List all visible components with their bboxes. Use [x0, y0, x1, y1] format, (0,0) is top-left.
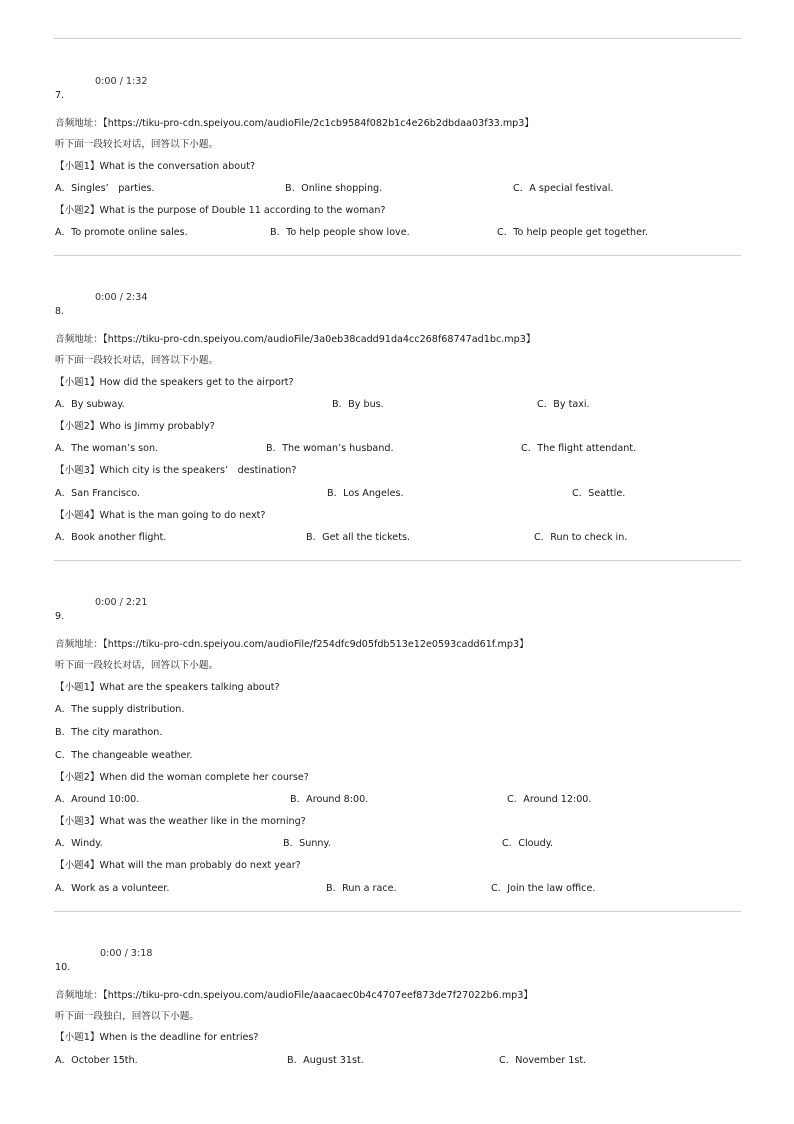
- option-b: B．To help people show love.: [270, 227, 410, 238]
- audio-address: 音频地址：【https://tiku-pro-cdn.speiyou.com/audioFile/2c1cb9584f082b1c4e26b2dbdaa03f33.mp3】: [55, 118, 534, 129]
- audio-time[interactable]: 0:00 / 2:21: [95, 597, 148, 608]
- option-c: C．To help people get together.: [497, 227, 649, 238]
- audio-address: 音频地址：【https://tiku-pro-cdn.speiyou.com/audioFile/aaacaec0b4c4707eef873de7f27022b6.mp3】: [55, 990, 533, 1001]
- instruction: 听下面一段较长对话，回答以下小题。: [55, 139, 219, 150]
- sub-question-stem: 【小题2】When did the woman complete her course?: [55, 772, 309, 783]
- option-a: A．San Francisco.: [55, 488, 140, 499]
- option-c: C．Run to check in.: [534, 532, 628, 543]
- audio-time[interactable]: 0:00 / 3:18: [100, 948, 153, 959]
- option-c: C．By taxi.: [537, 399, 590, 410]
- option-a: A．The supply distribution.: [55, 704, 185, 715]
- option-c: C．The flight attendant.: [521, 443, 637, 454]
- option-c: C．The changeable weather.: [55, 750, 193, 761]
- divider-q7-q8: [54, 255, 741, 256]
- sub-question-stem: 【小题4】What is the man going to do next?: [55, 510, 266, 521]
- sub-question-stem: 【小题1】What is the conversation about?: [55, 161, 256, 172]
- sub-question-stem: 【小题2】What is the purpose of Double 11 according to the woman?: [55, 205, 386, 216]
- question-number: 9.: [55, 611, 65, 622]
- option-a: A．By subway.: [55, 399, 125, 410]
- option-a: A．To promote online sales.: [55, 227, 188, 238]
- option-a: A．The woman’s son.: [55, 443, 159, 454]
- option-c: C．Cloudy.: [502, 838, 554, 849]
- option-b: B．The city marathon.: [55, 727, 163, 738]
- divider-q9-q10: [54, 911, 741, 912]
- divider-top: [54, 38, 741, 39]
- audio-time[interactable]: 0:00 / 1:32: [95, 76, 148, 87]
- sub-question-stem: 【小题1】When is the deadline for entries?: [55, 1032, 259, 1043]
- option-b: B．Get all the tickets.: [306, 532, 411, 543]
- option-c: C．Around 12:00.: [507, 794, 592, 805]
- option-b: B．The woman’s husband.: [266, 443, 394, 454]
- option-b: B．Sunny.: [283, 838, 331, 849]
- option-b: B．Los Angeles.: [327, 488, 404, 499]
- audio-address: 音频地址：【https://tiku-pro-cdn.speiyou.com/audioFile/3a0eb38cadd91da4cc268f68747ad1bc.mp3】: [55, 334, 536, 345]
- question-number: 10.: [55, 962, 71, 973]
- option-b: B．By bus.: [332, 399, 384, 410]
- sub-question-stem: 【小题1】What are the speakers talking about?: [55, 682, 280, 693]
- option-c: C．Join the law office.: [491, 883, 596, 894]
- sub-question-stem: 【小题3】Which city is the speakers’ destination?: [55, 465, 297, 476]
- question-number: 7.: [55, 90, 65, 101]
- instruction: 听下面一段较长对话，回答以下小题。: [55, 355, 219, 366]
- sub-question-stem: 【小题4】What will the man probably do next year?: [55, 860, 301, 871]
- option-b: B．Around 8:00.: [290, 794, 369, 805]
- instruction: 听下面一段独白，回答以下小题。: [55, 1011, 199, 1022]
- sub-question-stem: 【小题1】How did the speakers get to the airport?: [55, 377, 294, 388]
- option-b: B．August 31st.: [287, 1055, 364, 1066]
- divider-q8-q9: [54, 560, 741, 561]
- option-b: B．Run a race.: [326, 883, 397, 894]
- option-b: B．Online shopping.: [285, 183, 383, 194]
- option-c: C．November 1st.: [499, 1055, 587, 1066]
- sub-question-stem: 【小题2】Who is Jimmy probably?: [55, 421, 215, 432]
- audio-address: 音频地址：【https://tiku-pro-cdn.speiyou.com/audioFile/f254dfc9d05fdb513e12e0593cadd61f.mp3】: [55, 639, 529, 650]
- option-a: A．Work as a volunteer.: [55, 883, 170, 894]
- question-number: 8.: [55, 306, 65, 317]
- instruction: 听下面一段较长对话，回答以下小题。: [55, 660, 219, 671]
- option-a: A．October 15th.: [55, 1055, 138, 1066]
- option-a: A．Windy.: [55, 838, 103, 849]
- option-a: A．Singles’ parties.: [55, 183, 155, 194]
- option-a: A．Book another flight.: [55, 532, 167, 543]
- option-a: A．Around 10:00.: [55, 794, 140, 805]
- option-c: C．Seattle.: [572, 488, 626, 499]
- sub-question-stem: 【小题3】What was the weather like in the morning?: [55, 816, 306, 827]
- option-c: C．A special festival.: [513, 183, 614, 194]
- audio-time[interactable]: 0:00 / 2:34: [95, 292, 148, 303]
